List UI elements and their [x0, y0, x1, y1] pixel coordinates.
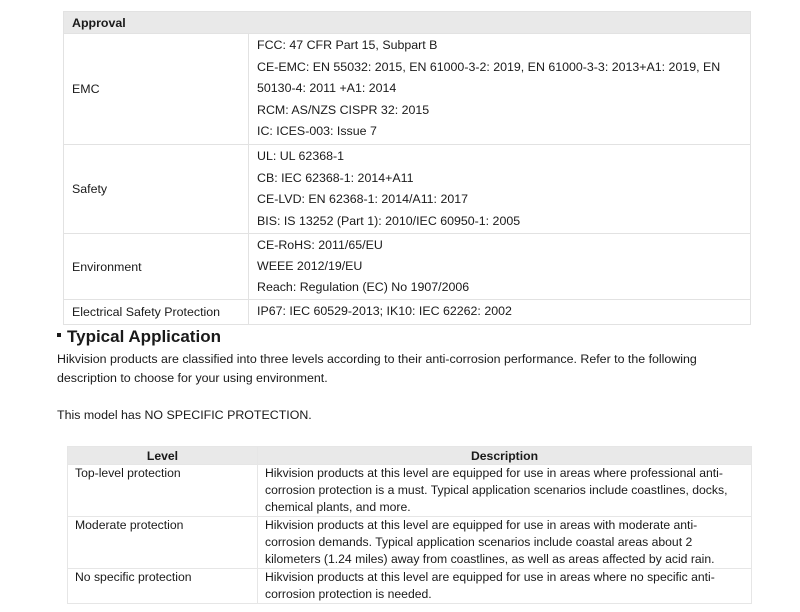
spec-value: CE-LVD: EN 62368-1: 2014/A11: 2017: [257, 192, 469, 207]
spec-value: IC: ICES-003: Issue 7: [257, 124, 377, 139]
table-row: [68, 569, 752, 604]
model-protection-note: This model has NO SPECIFIC PROTECTION.: [57, 408, 312, 422]
spec-value: CE-EMC: EN 55032: 2015, EN 61000-3-2: 2019, EN 61000-3-3: 2013+A1: 2019, EN 50130-4: 2011 +A1: 2014: [257, 59, 721, 96]
spec-value: BIS: IS 13252 (Part 1): 2010/IEC 60950-1: 2005: [257, 213, 521, 228]
description-cell: Hikvision products at this level are equipped for use in areas with moderate anti-corrosion demands. Typical application scenarios include coastal areas about 2 kilometers (1.24 miles) away from coastlines, as well as areas affected by acid rain.: [258, 517, 752, 569]
level-column-header: Level: [68, 447, 258, 465]
level-cell: No specific protection: [68, 569, 258, 604]
approval-section-title: Approval: [64, 12, 751, 34]
square-bullet-icon: [57, 333, 61, 337]
table-row: [68, 465, 752, 517]
level-cell: Moderate protection: [68, 517, 258, 569]
typical-application-intro: Hikvision products are classified into three levels according to their anti-corrosion performance. Refer to the following description to choose for your using environment.: [57, 352, 697, 385]
description-cell: Hikvision products at this level are equipped for use in areas where professional anti-corrosion protection is a must. Typical application scenarios include coastlines, docks, chemical plants, and more.: [258, 465, 752, 517]
spec-values-safety: [249, 144, 751, 233]
spec-values-environment: [249, 234, 751, 300]
spec-values-emc: [249, 34, 751, 145]
approval-section-header: [64, 12, 751, 34]
level-table-header-row: [68, 447, 752, 465]
spec-value: IP67: IEC 60529-2013; IK10: IEC 62262: 2002: [257, 304, 512, 319]
spec-row-environment: [64, 234, 751, 300]
description-column-header: Description: [258, 447, 752, 465]
spec-value: Reach: Regulation (EC) No 1907/2006: [257, 280, 470, 295]
approval-spec-table: [63, 11, 751, 325]
spec-row-emc: [64, 34, 751, 145]
spec-label-electrical-safety: Electrical Safety Protection: [64, 300, 249, 325]
spec-values-electrical-safety: [249, 300, 751, 325]
spec-value: UL: UL 62368-1: [257, 148, 345, 163]
spec-value: RCM: AS/NZS CISPR 32: 2015: [257, 102, 430, 117]
spec-value: CB: IEC 62368-1: 2014+A11: [257, 170, 414, 185]
spec-value: WEEE 2012/19/EU: [257, 259, 363, 274]
spec-row-electrical-safety: [64, 300, 751, 325]
typical-application-heading: [57, 327, 221, 347]
typical-application-title: Typical Application: [67, 327, 221, 346]
spec-label-environment: Environment: [64, 234, 249, 300]
level-cell: Top-level protection: [68, 465, 258, 517]
spec-row-safety: [64, 144, 751, 233]
spec-label-safety: Safety: [64, 144, 249, 233]
protection-level-table: [67, 446, 752, 604]
spec-value: CE-RoHS: 2011/65/EU: [257, 238, 383, 253]
spec-label-emc: EMC: [64, 34, 249, 145]
spec-value: FCC: 47 CFR Part 15, Subpart B: [257, 38, 438, 52]
table-row: [68, 517, 752, 569]
description-cell: Hikvision products at this level are equipped for use in areas where no specific anti-corrosion protection is needed.: [258, 569, 752, 604]
